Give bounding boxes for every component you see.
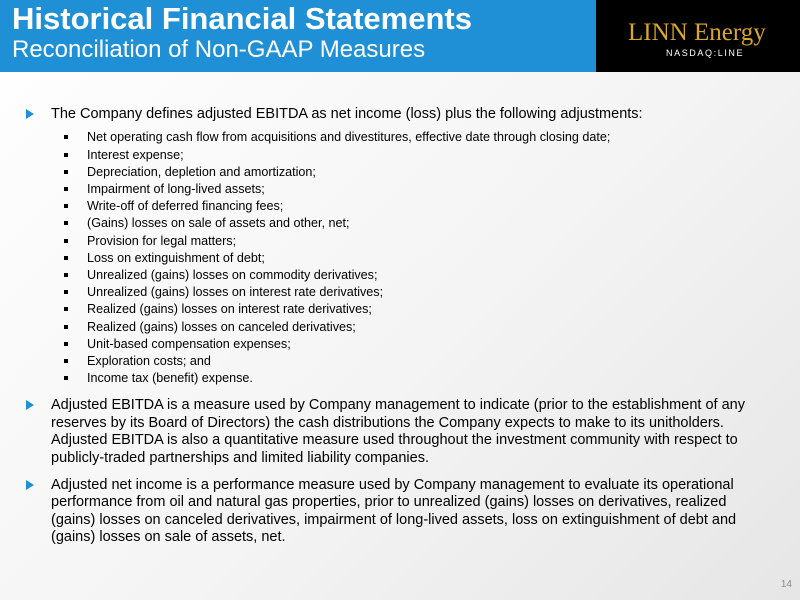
- adjustments-list: [51, 129, 764, 387]
- square-bullet-icon: [64, 376, 68, 380]
- square-bullet-icon: [64, 307, 68, 311]
- bullet-adjusted-net-income: [24, 477, 764, 547]
- list-item: Impairment of long-lived assets;: [51, 181, 764, 198]
- arrow-bullet-icon: [26, 480, 34, 490]
- logo-name: LINN Energy: [628, 19, 766, 46]
- list-item: Unit-based compensation expenses;: [51, 336, 764, 353]
- list-item: Exploration costs; and: [51, 353, 764, 370]
- square-bullet-icon: [64, 256, 68, 260]
- square-bullet-icon: [64, 239, 68, 243]
- list-item: Realized (gains) losses on canceled derivatives;: [51, 319, 764, 336]
- page-number: 14: [780, 579, 792, 590]
- bullet-ebitda-definition: [24, 106, 764, 387]
- list-item: Income tax (benefit) expense.: [51, 370, 764, 387]
- list-item: Net operating cash flow from acquisitions and divestitures, effective date through closing date;: [51, 129, 764, 146]
- square-bullet-icon: [64, 204, 68, 208]
- slide-title: Historical Financial Statements: [12, 1, 472, 36]
- square-bullet-icon: [64, 325, 68, 329]
- list-item: Loss on extinguishment of debt;: [51, 250, 764, 267]
- bullet-text: The Company defines adjusted EBITDA as net income (loss) plus the following adjustments:: [51, 106, 643, 122]
- logo-ticker: NASDAQ:LINE: [666, 48, 745, 58]
- list-item: Interest expense;: [51, 147, 764, 164]
- square-bullet-icon: [64, 273, 68, 277]
- square-bullet-icon: [64, 170, 68, 174]
- slide-content: [24, 106, 764, 547]
- square-bullet-icon: [64, 290, 68, 294]
- company-logo: [596, 0, 800, 72]
- square-bullet-icon: [64, 221, 68, 225]
- list-item: Depreciation, depletion and amortization;: [51, 164, 764, 181]
- list-item: Realized (gains) losses on interest rate derivatives;: [51, 301, 764, 318]
- slide-header: [0, 0, 800, 72]
- arrow-bullet-icon: [26, 109, 34, 119]
- list-item: Unrealized (gains) losses on interest rate derivatives;: [51, 284, 764, 301]
- bullet-ebitda-purpose: [24, 397, 764, 467]
- square-bullet-icon: [64, 135, 68, 139]
- bullet-text: Adjusted EBITDA is a measure used by Company management to indicate (prior to the establishment of any reserves by its Board of Directors) the cash distributions the Company expects to make to its unitholders. Adjusted EBITDA is also a quantitative measure used throughout the investment community with respect to publicly-traded partnerships and limited liability companies.: [51, 397, 745, 466]
- bullet-text: Adjusted net income is a performance measure used by Company management to evaluate its operational performance from oil and natural gas properties, prior to unrealized (gains) losses on derivatives, realized (gains) losses on canceled derivatives, impairment of long-lived assets, loss on extinguishment of debt and (gains) losses on sale of assets, net.: [51, 477, 737, 546]
- list-item: Provision for legal matters;: [51, 233, 764, 250]
- arrow-bullet-icon: [26, 400, 34, 410]
- slide-subtitle: Reconciliation of Non-GAAP Measures: [12, 36, 426, 63]
- square-bullet-icon: [64, 187, 68, 191]
- list-item: (Gains) losses on sale of assets and other, net;: [51, 215, 764, 232]
- list-item: Write-off of deferred financing fees;: [51, 198, 764, 215]
- list-item: Unrealized (gains) losses on commodity derivatives;: [51, 267, 764, 284]
- square-bullet-icon: [64, 342, 68, 346]
- square-bullet-icon: [64, 153, 68, 157]
- square-bullet-icon: [64, 359, 68, 363]
